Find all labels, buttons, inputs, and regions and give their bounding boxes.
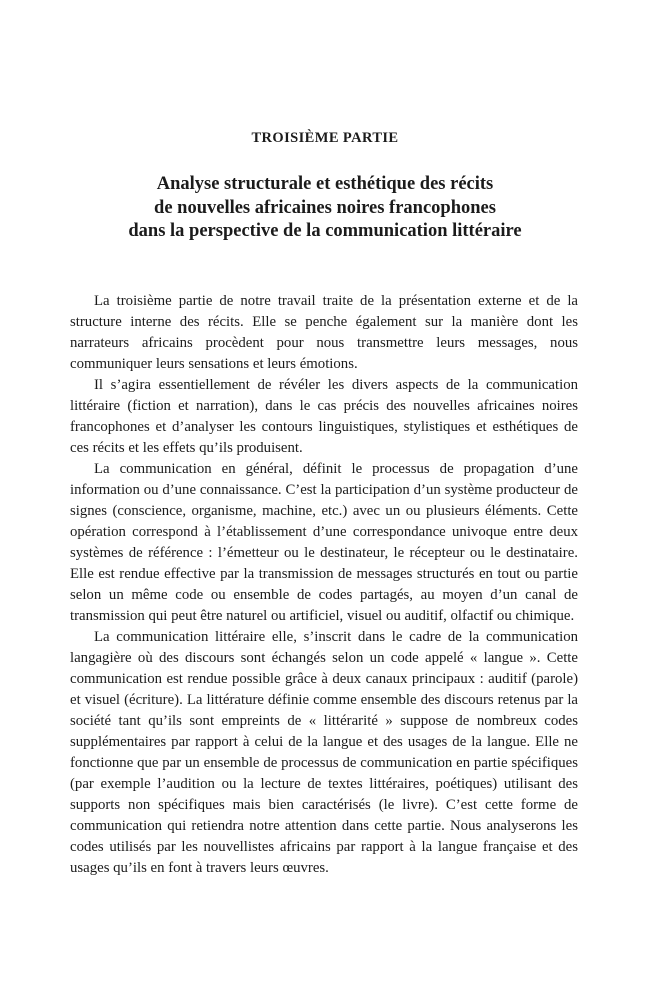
paragraph-4: La communication littéraire elle, s’inscrit dans le cadre de la communication langagière où des discours sont échangés selon un code appelé « langue ». Cette communication est rendue possible grâce à deux canaux principaux : auditif (parole) et visuel (écriture). La littérature définie comme ensemble des discours retenus par la société tant qu’ils sont empreints de « littérarité » suppose de nombreux codes supplémentaires par rapport à celui de la langue et des usages de la langue. Elle ne fonctionne que par un ensemble de processus de communication en partie spécifiques (par exemple l’audition ou la lecture de textes littéraires, poétiques) utilisant des supports non spécifiques mais bien caractérisés (le livre). C’est cette forme de communication qui retiendra notre attention dans cette partie. Nous analyserons les codes utilisés par les nouvellistes africains par rapport à la langue française et des usages qu’ils en font à travers leurs œuvres. xyxy=(70,629,578,876)
body-text xyxy=(70,291,578,879)
section-heading-line-1: Analyse structurale et esthétique des récits xyxy=(156,174,494,194)
paragraph-1: La troisième partie de notre travail traite de la présentation externe et de la structure interne des récits. Elle se penche également sur la manière dont les narrateurs africains procèdent pour nous transmettre leurs messages, nous communiquer leurs sensations et leurs émotions. xyxy=(70,293,578,372)
paragraph-2: Il s’agira essentiellement de révéler les divers aspects de la communication littéraire (fiction et narration), dans le cas précis des nouvelles africaines noires francophones et d’analyser les contours linguistiques, stylistiques et esthétiques de ces récits et les effets qu’ils produisent. xyxy=(70,377,578,456)
paragraph-3: La communication en général, définit le processus de propagation d’une information ou d’une connaissance. C’est la participation d’un système producteur de signes (conscience, organisme, machine, etc.) avec un ou plusieurs éléments. Cette opération correspond à l’établissement d’une correspondance univoque entre deux systèmes de référence : l’émetteur ou le destinateur, le récepteur ou le destinataire. Elle est rendue effective par la transmission de messages structurés en tout ou partie selon un même code ou ensemble de codes partagés, au moyen d’un canal de transmission qui peut être naturel ou artificiel, visuel ou auditif, olfactif ou chimique. xyxy=(70,461,578,624)
section-heading xyxy=(0,173,650,244)
section-heading-line-3: dans la perspective de la communication littéraire xyxy=(128,221,522,241)
part-title: TROISIÈME PARTIE xyxy=(251,130,399,146)
section-heading-line-2: de nouvelles africaines noires francophones xyxy=(154,197,496,218)
